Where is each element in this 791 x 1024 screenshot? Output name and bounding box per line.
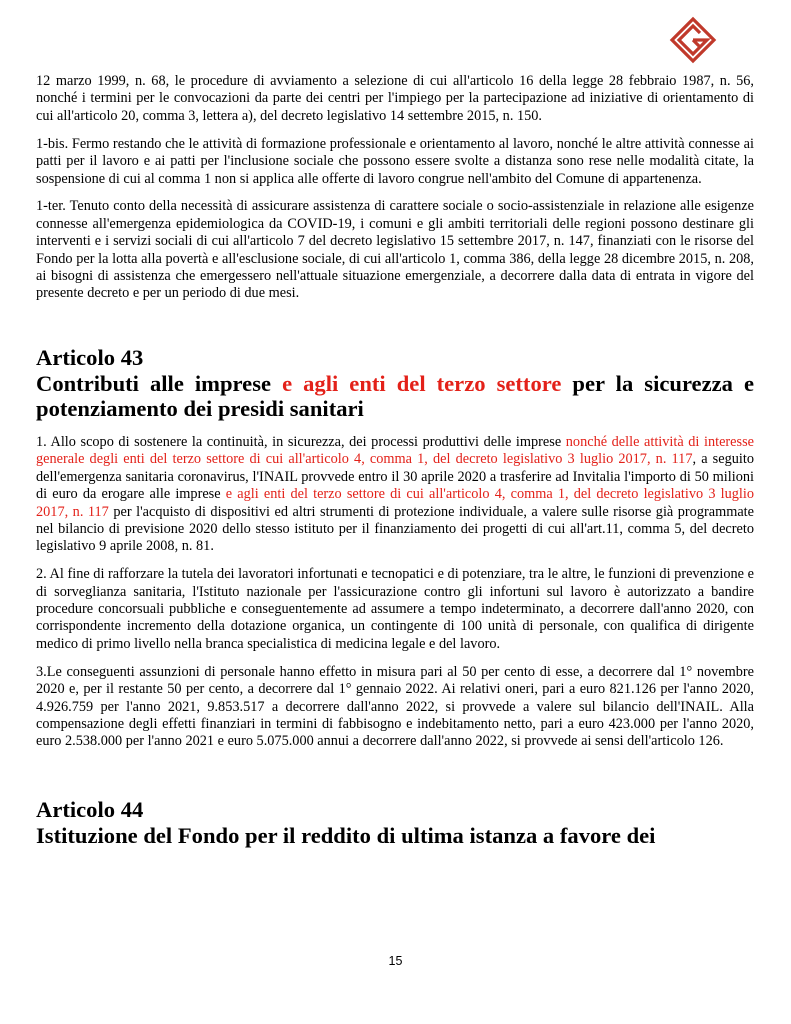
article-43-number: Articolo 43: [36, 345, 144, 371]
article-43-title-amendment: e agli enti del terzo settore: [282, 370, 562, 396]
page-number: 15: [388, 954, 403, 968]
amendment-text: e agli enti del terzo settore di cui all'articolo 4, comma 1, del decreto legislativo 3 luglio 2017, n. 117: [36, 486, 754, 520]
text-run: 1. Allo scopo di sostenere la continuità, in sicurezza, dei processi produttivi delle imprese: [36, 433, 566, 450]
paragraph-continuation: 12 marzo 1999, n. 68, le procedure di avviamento a selezione di cui all'articolo 16 della legge 28 febbraio 1987, n. 56, nonché i termini per le convocazioni da parte dei centri per l'impiego per la partecipazione ad iniziative di orientamento di cui all'articolo 20, comma 3, lettera a), del decreto legislativo 14 settembre 2015, n. 150.: [36, 73, 754, 124]
diamond-logo-icon: [669, 16, 717, 64]
article-44-title: Istituzione del Fondo per il reddito di ultima istanza a favore dei: [36, 822, 656, 848]
article-43-paragraph-3: 3.Le conseguenti assunzioni di personale hanno effetto in misura pari al 50 per cento di esse, a decorrere dal 1° novembre 2020 e, per il restante 50 per cento, a decorrere dal 1° gennaio 2022. Ai relativi oneri, pari a euro 821.126 per l'anno 2020, 4.926.759 per l'anno 2021, 9.853.517 a decorrere dall'anno 2022, si provvede a valere sul bilancio dell'INAIL. Alla compensazione degli effetti finanziari in termini di fabbisogno e indebitamento netto, pari a euro 423.000 per l'anno 2020, euro 2.538.000 per l'anno 2021 e euro 5.075.000 annui a decorrere dall'anno 2022, si provvede ai sensi dell'articolo 126.: [36, 663, 754, 750]
amendment-text: nonché delle attività di interesse generale degli enti del terzo settore di cui all'articolo 4, comma 1, del decreto legislativo 3 luglio 2017, n. 117: [36, 433, 754, 468]
article-43-title-part1: Contributi alle imprese: [36, 370, 283, 396]
paragraph-1-ter: 1-ter. Tenuto conto della necessità di assicurare assistenza di carattere sociale o socio-assistenziale in relazione alle esigenze connesse all'emergenza epidemiologica da COVID-19, i comuni e gli ambiti territoriali delle regioni possono destinare gli interventi e i servizi sociali di cui all'articolo 7 del decreto legislativo 15 settembre 2017, n. 147, finanziati con le risorse del Fondo per la lotta alla povertà e all'esclusione sociale, di cui all'articolo 1, comma 386, della legge 28 dicembre 2015, n. 208, ai bisogni di assistenza che emergessero nell'attuale situazione emergenziale, a decorrere dalla data di entrata in vigore del presente decreto e per un periodo di due mesi.: [36, 198, 754, 302]
article-43-paragraph-1: [36, 434, 754, 556]
text-run: , a seguito dell'emergenza sanitaria coronavirus, l'INAIL provvede entro il 30 aprile 2020 a trasferire ad Invitalia l'importo di 50 milioni di euro da erogare alle imprese: [36, 451, 754, 503]
article-44-heading: [36, 797, 754, 848]
article-43-heading: [36, 345, 754, 422]
article-43-title: [36, 371, 754, 422]
paragraph-1-bis: 1-bis. Fermo restando che le attività di formazione professionale e orientamento al lavoro, nonché le altre attività connesse ai patti per il lavoro e ai patti per l'inclusione sociale che possono essere svolte a distanza sono rese nelle modalità citate, la sospensione di cui al comma 1 non si applica alle offerte di lavoro congrue nell'ambito del Comune di appartenenza.: [36, 135, 754, 187]
text-run: per l'acquisto di dispositivi ed altri strumenti di protezione individuale, a valere sulle risorse già programmate nel bilancio di previsione 2020 dello stesso istituto per il finanziamento dei progetti di cui all'art.11, comma 5, del decreto legislativo 9 aprile 2008, n. 81.: [36, 503, 754, 555]
article-43-title-part2: per la sicurezza e potenziamento dei presidi sanitari: [36, 370, 755, 422]
article-43-paragraph-2: 2. Al fine di rafforzare la tutela dei lavoratori infortunati e tecnopatici e di potenziare, tra le altre, le funzioni di prevenzione e di sorveglianza sanitaria, l'Istituto nazionale per l'assicurazione contro gli infortuni sul lavoro è autorizzato a bandire procedure concorsuali pubbliche e conseguentemente ad assumere a tempo indeterminato, a decorrere dall'anno 2020, con corrispondente incremento della dotazione organica, un contingente di 100 unità di personale, con qualifica di dirigente medico di primo livello nella branca specialistica di medicina legale e del lavoro.: [36, 566, 754, 652]
article-44-number: Articolo 44: [36, 797, 144, 823]
document-body: [36, 73, 754, 860]
